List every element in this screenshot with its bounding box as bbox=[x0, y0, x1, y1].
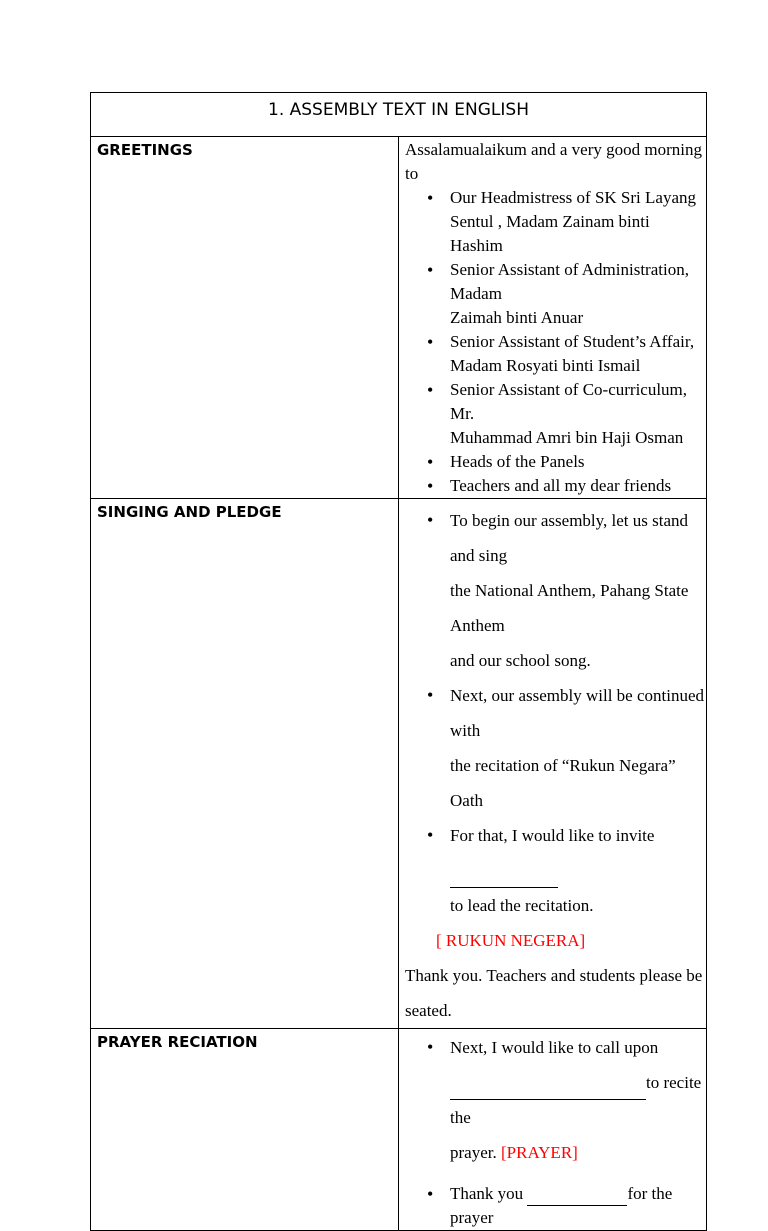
list-item bbox=[405, 1182, 706, 1230]
list-item bbox=[405, 474, 706, 498]
list-item-text: the National Anthem, Pahang State Anthem bbox=[450, 581, 689, 635]
list-item-text: For that, I would like to invite bbox=[450, 826, 655, 845]
list-item-text: Senior Assistant of Administration, Madam bbox=[450, 260, 689, 303]
list-item bbox=[405, 186, 706, 258]
list-item-text: Zaimah binti Anuar bbox=[450, 308, 584, 327]
list-item bbox=[405, 378, 706, 450]
list-item bbox=[405, 258, 706, 330]
list-item-text: Thank you bbox=[450, 1184, 528, 1203]
list-item-text: Muhammad Amri bin Haji Osman bbox=[450, 428, 684, 447]
list-item bbox=[405, 678, 706, 818]
list-item-text: Senior Assistant of Student’s Affair, bbox=[450, 332, 695, 351]
list-item-text: Senior Assistant of Co-curriculum, Mr. bbox=[450, 380, 688, 423]
page-title: 1. ASSEMBLY TEXT IN ENGLISH bbox=[91, 93, 707, 137]
prayer-content bbox=[399, 1029, 707, 1231]
list-item-text: Our Headmistress of SK Sri Layang bbox=[450, 188, 696, 207]
list-item-text: Madam Rosyati binti Ismail bbox=[450, 356, 641, 375]
closing-text: Thank you. Teachers and students please be seated. bbox=[405, 966, 703, 1020]
list-item-text: Next, I would like to call upon bbox=[450, 1038, 659, 1057]
assembly-table bbox=[90, 92, 707, 1231]
blank-line bbox=[450, 1079, 646, 1100]
list-item bbox=[405, 503, 706, 678]
list-item-text: Teachers and all my dear friends bbox=[450, 476, 672, 495]
list-item-text: Heads of the Panels bbox=[450, 452, 585, 471]
list-item-text: to recite the bbox=[450, 1073, 702, 1127]
singing-list bbox=[405, 503, 706, 923]
list-item bbox=[405, 330, 706, 378]
greetings-list bbox=[405, 186, 706, 498]
list-item-text: To begin our assembly, let us stand and sing bbox=[450, 511, 689, 565]
list-item bbox=[405, 818, 706, 923]
list-item bbox=[405, 1030, 706, 1170]
blank-line bbox=[527, 1185, 627, 1206]
prayer-note: [PRAYER] bbox=[500, 1143, 578, 1162]
greetings-label: GREETINGS bbox=[91, 137, 399, 499]
list-item-text: and our school song. bbox=[450, 651, 591, 670]
singing-label: SINGING AND PLEDGE bbox=[91, 499, 399, 1029]
list-item-text: prayer. bbox=[450, 1143, 501, 1162]
greetings-intro: Assalamualaikum and a very good morning to bbox=[405, 140, 702, 183]
list-item bbox=[405, 450, 706, 474]
prayer-list bbox=[405, 1030, 706, 1230]
list-item-text: to lead the recitation. bbox=[450, 896, 594, 915]
greetings-content bbox=[399, 137, 707, 499]
rukun-negara-note: [ RUKUN NEGERA] bbox=[436, 931, 586, 950]
list-item-text: the recitation of “Rukun Negara” Oath bbox=[450, 756, 676, 810]
singing-row bbox=[91, 499, 707, 1029]
list-item-text: for the prayer bbox=[450, 1184, 673, 1227]
prayer-row bbox=[91, 1029, 707, 1231]
list-item-text: Next, our assembly will be continued with bbox=[450, 686, 705, 740]
greetings-row bbox=[91, 137, 707, 499]
blank-line bbox=[450, 867, 558, 888]
prayer-label: PRAYER RECIATION bbox=[91, 1029, 399, 1231]
singing-content bbox=[399, 499, 707, 1029]
list-item-text: Sentul , Madam Zainam binti Hashim bbox=[450, 212, 650, 255]
